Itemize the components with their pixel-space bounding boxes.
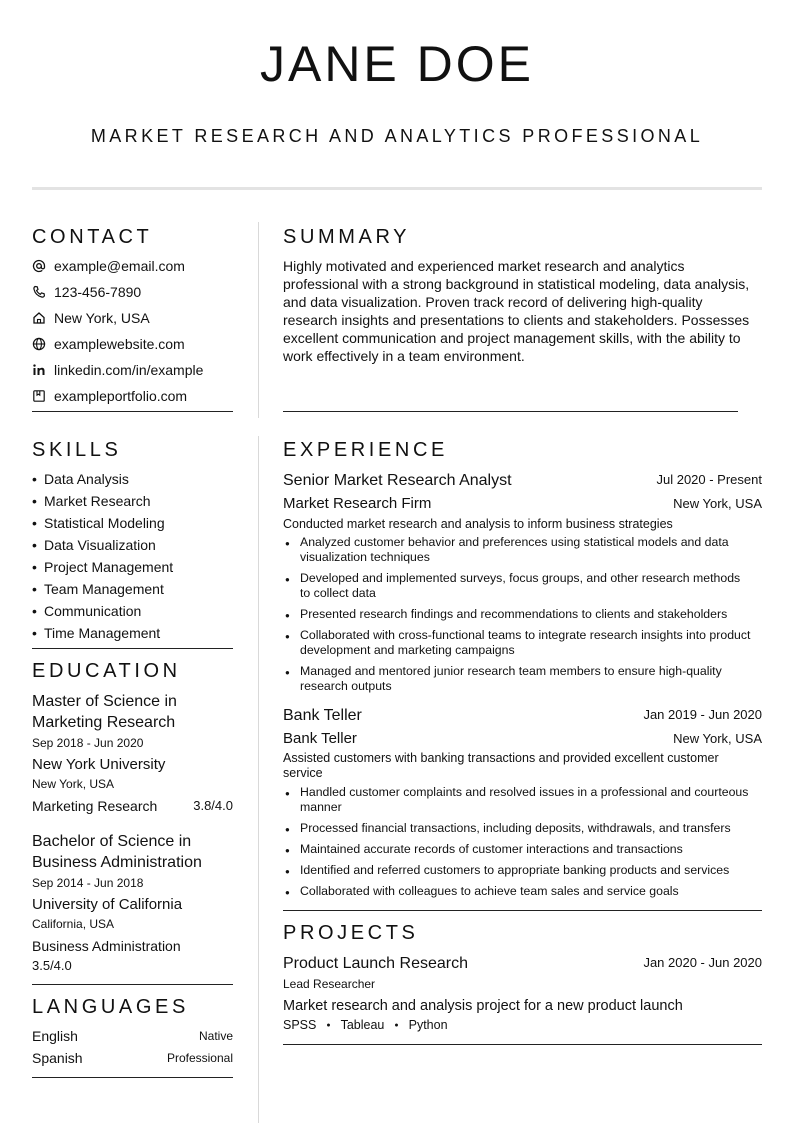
education-rule [32, 984, 233, 985]
contact-location-text: New York, USA [54, 310, 150, 326]
education-dates: Sep 2014 - Jun 2018 [32, 876, 144, 890]
languages-rule [32, 1077, 233, 1078]
education-degree: Master of Science in Marketing Research [32, 693, 177, 731]
contact-section-title: CONTACT [32, 226, 153, 248]
job-company: Market Research Firm [283, 495, 432, 512]
job-company: Bank Teller [283, 730, 357, 747]
job-role: Bank Teller [283, 707, 362, 724]
contact-phone-text: 123-456-7890 [54, 284, 142, 300]
job-bullet: ● Presented research findings and recommendations to clients and stakeholders [283, 607, 753, 622]
job-bullet: ● Identified and referred customers to appropriate banking products and services [283, 863, 753, 878]
project-tag: SPSS [283, 1018, 317, 1032]
skill-item: • Data Analysis [32, 471, 129, 487]
education-field: Marketing Research [32, 798, 158, 814]
linkedin-icon [32, 363, 46, 377]
contact-phone[interactable] [32, 282, 141, 302]
job-title: MARKET RESEARCH AND ANALYTICS PROFESSIONAL [90, 126, 704, 146]
skill-item: • Time Management [32, 625, 161, 641]
language-level: Native [198, 1029, 233, 1043]
skill-label: Data Analysis [44, 471, 129, 487]
experience-rule [283, 910, 762, 911]
portfolio-icon [32, 389, 46, 403]
education-school: University of California [32, 896, 183, 913]
skill-item: • Communication [32, 603, 142, 619]
contact-email-text: example@email.com [54, 258, 185, 274]
skill-item: • Statistical Modeling [32, 515, 165, 531]
column-divider-top [258, 222, 259, 418]
languages-section-title: LANGUAGES [32, 996, 189, 1018]
projects-section-title: PROJECTS [283, 922, 419, 944]
education-degree: Bachelor of Science in Business Administration [32, 833, 202, 871]
name-heading: JANE DOE [259, 36, 535, 92]
skill-item: • Data Visualization [32, 537, 156, 553]
contact-portfolio[interactable] [32, 386, 187, 406]
skill-item: • Team Management [32, 581, 164, 597]
skill-label: Market Research [44, 493, 151, 509]
contact-location [32, 308, 150, 328]
skill-label: Team Management [44, 581, 164, 597]
column-divider-bottom [258, 436, 259, 1123]
skill-item: • Project Management [32, 559, 174, 575]
project-description: Market research and analysis project for a new product launch [283, 998, 683, 1014]
education-gpa: 3.5/4.0 [32, 958, 72, 973]
summary-section-title: SUMMARY [283, 226, 411, 248]
project-tag: Tableau [340, 1018, 385, 1032]
job-bullets [283, 535, 753, 700]
contact-website[interactable] [32, 334, 185, 354]
job-dates: Jul 2020 - Present [656, 472, 762, 487]
education-field: Business Administration [32, 938, 181, 954]
job-location: New York, USA [673, 496, 762, 511]
job-description: Conducted market research and analysis to inform business strategies [283, 517, 673, 531]
job-description: Assisted customers with banking transactions and provided excellent customer service [283, 751, 719, 780]
education-section-title: EDUCATION [32, 660, 181, 682]
skill-label: Time Management [44, 625, 161, 641]
project-dates: Jan 2020 - Jun 2020 [643, 955, 762, 970]
summary-text: Highly motivated and experienced market research and analytics professional with a strong background in statistical modeling, data analysis, and data visualization. Proven track record of delivering high-quality research insights and presentations to clients and stakeholders. Possesses excellent communication and project management skills, with the ability to work effectively in a team environment. [283, 258, 750, 364]
home-icon [32, 311, 46, 325]
language-name: Spanish [32, 1050, 83, 1066]
education-location: California, USA [32, 917, 115, 931]
skills-rule [32, 648, 233, 649]
skill-label: Data Visualization [44, 537, 156, 553]
skill-label: Communication [44, 603, 142, 619]
experience-section-title: EXPERIENCE [283, 439, 448, 461]
job-bullet: ● Collaborated with colleagues to achieve team sales and service goals [283, 884, 753, 899]
project-name: Product Launch Research [283, 955, 468, 972]
skill-item: • Market Research [32, 493, 151, 509]
skills-section-title: SKILLS [32, 439, 122, 461]
education-dates: Sep 2018 - Jun 2020 [32, 736, 144, 750]
contact-rule [32, 411, 233, 412]
skill-label: Project Management [44, 559, 174, 575]
job-location: New York, USA [673, 731, 762, 746]
job-bullet: ● Analyzed customer behavior and preferences using statistical models and data visualization techniques [283, 535, 753, 565]
project-role: Lead Researcher [283, 977, 376, 991]
education-location: New York, USA [32, 777, 115, 791]
job-bullet: ● Developed and implemented surveys, focus groups, and other research methods to collect data [283, 571, 753, 601]
contact-portfolio-text: exampleportfolio.com [54, 388, 188, 404]
job-dates: Jan 2019 - Jun 2020 [643, 707, 762, 722]
job-role: Senior Market Research Analyst [283, 472, 512, 489]
projects-rule [283, 1044, 762, 1045]
phone-icon [32, 285, 46, 299]
at-icon [32, 259, 46, 273]
project-tags: SPSS ● Tableau ● Python [283, 1018, 448, 1032]
job-bullet: ● Managed and mentored junior research team members to ensure high-quality research outputs [283, 664, 753, 694]
job-bullet: ● Processed financial transactions, including deposits, withdrawals, and transfers [283, 821, 753, 836]
globe-icon [32, 337, 46, 351]
contact-linkedin-text: linkedin.com/in/example [54, 362, 204, 378]
language-name: English [32, 1028, 78, 1044]
education-school: New York University [32, 756, 166, 773]
job-bullet: ● Maintained accurate records of customer interactions and transactions [283, 842, 753, 857]
education-gpa: 3.8/4.0 [193, 798, 233, 813]
project-tag: Python [408, 1018, 448, 1032]
contact-email[interactable] [32, 256, 185, 276]
contact-linkedin[interactable] [32, 360, 203, 380]
skill-label: Statistical Modeling [44, 515, 165, 531]
job-bullet: ● Collaborated with cross-functional teams to integrate research insights into product development and marketing campaigns [283, 628, 753, 658]
header-divider [32, 187, 762, 190]
language-level: Professional [166, 1051, 233, 1065]
job-bullets [283, 785, 753, 905]
contact-website-text: examplewebsite.com [54, 336, 185, 352]
summary-rule [283, 411, 738, 412]
job-bullet: ● Handled customer complaints and resolved issues in a professional and courteous manner [283, 785, 753, 815]
